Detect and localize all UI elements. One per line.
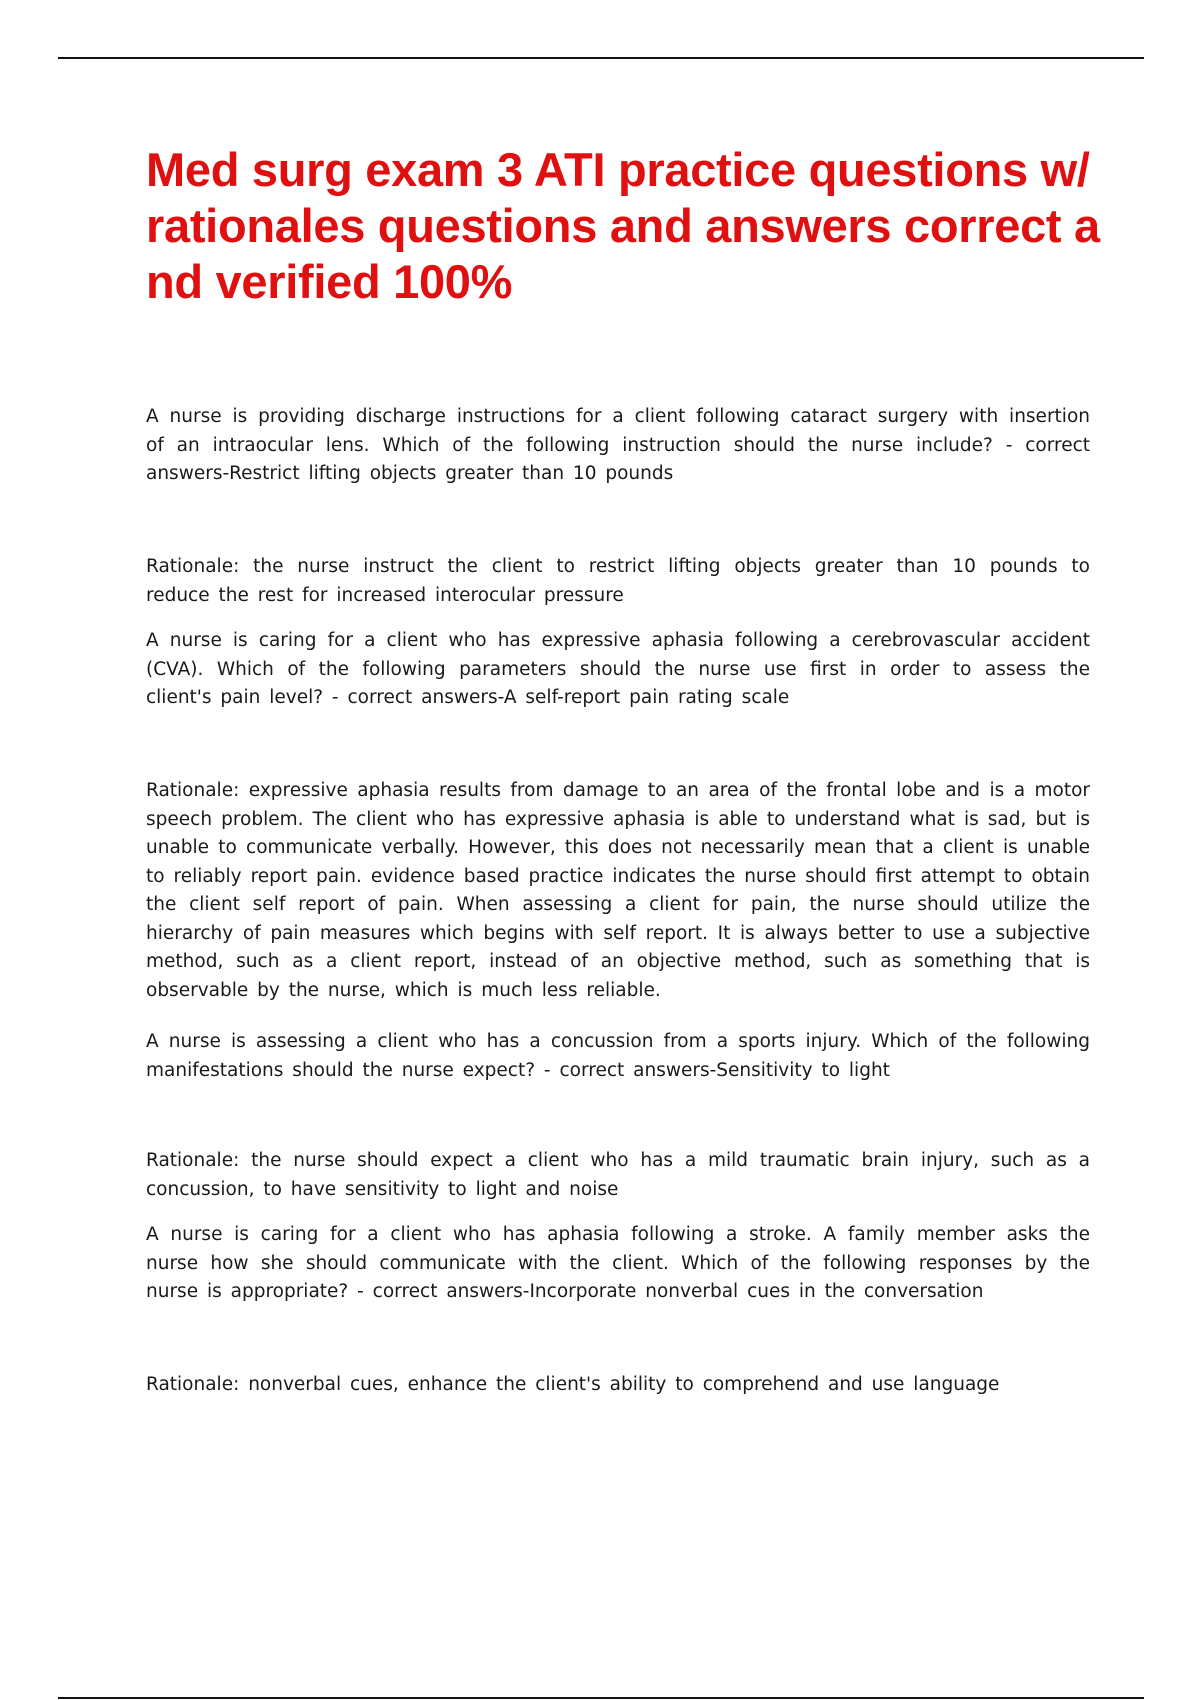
- question-3: A nurse is assessing a client who has a concussion from a sports injury. Which of the following manifestations should the nurse expect? - correct answers-Sensitivity to light: [146, 1031, 1090, 1081]
- rationale-1: Rationale: the nurse instruct the client to restrict lifting objects greater than 10 pounds to reduce the rest for increased interocular pressure: [146, 556, 1090, 606]
- document-title: Med surg exam 3 ATI practice questions w/ rationales questions and answers correct and verified 100%: [146, 143, 1100, 308]
- rationale-3: Rationale: the nurse should expect a client who has a mild traumatic brain injury, such as a concussion, to have sensitivity to light and noise: [146, 1150, 1090, 1200]
- rationale-2: Rationale: expressive aphasia results from damage to an area of the frontal lobe and is a motor speech problem. The client who has expressive aphasia is able to understand what is sad, but is unable to communicate verbally. However, this does not necessarily mean that a client is unable to reliably report pain. evidence based practice indicates the nurse should first attempt to obtain the client self report of pain. When assessing a client for pain, the nurse should utilize the hierarchy of pain measures which begins with self report. It is always better to use a subjective method, such as a client report, instead of an objective method, such as something that is observable by the nurse, which is much less reliable.: [146, 780, 1090, 1001]
- rationale-4: Rationale: nonverbal cues, enhance the client's ability to comprehend and use language: [146, 1374, 1000, 1395]
- question-4: A nurse is caring for a client who has aphasia following a stroke. A family member asks the nurse how she should communicate with the client. Which of the following responses by the nurse is appropriate? - correct answers-Incorporate nonverbal cues in the conversation: [146, 1224, 1090, 1302]
- footer-divider: [58, 1697, 1144, 1699]
- header-divider: [58, 57, 1144, 59]
- question-2: A nurse is caring for a client who has expressive aphasia following a cerebrovascular accident (CVA). Which of the following parameters should the nurse use first in order to assess the client's pain level? - correct answers-A self-report pain rating scale: [146, 630, 1090, 708]
- question-1: A nurse is providing discharge instructions for a client following cataract surgery with insertion of an intraocular lens. Which of the following instruction should the nurse include? - correct answers-Restrict lifting objects greater than 10 pounds: [146, 406, 1090, 484]
